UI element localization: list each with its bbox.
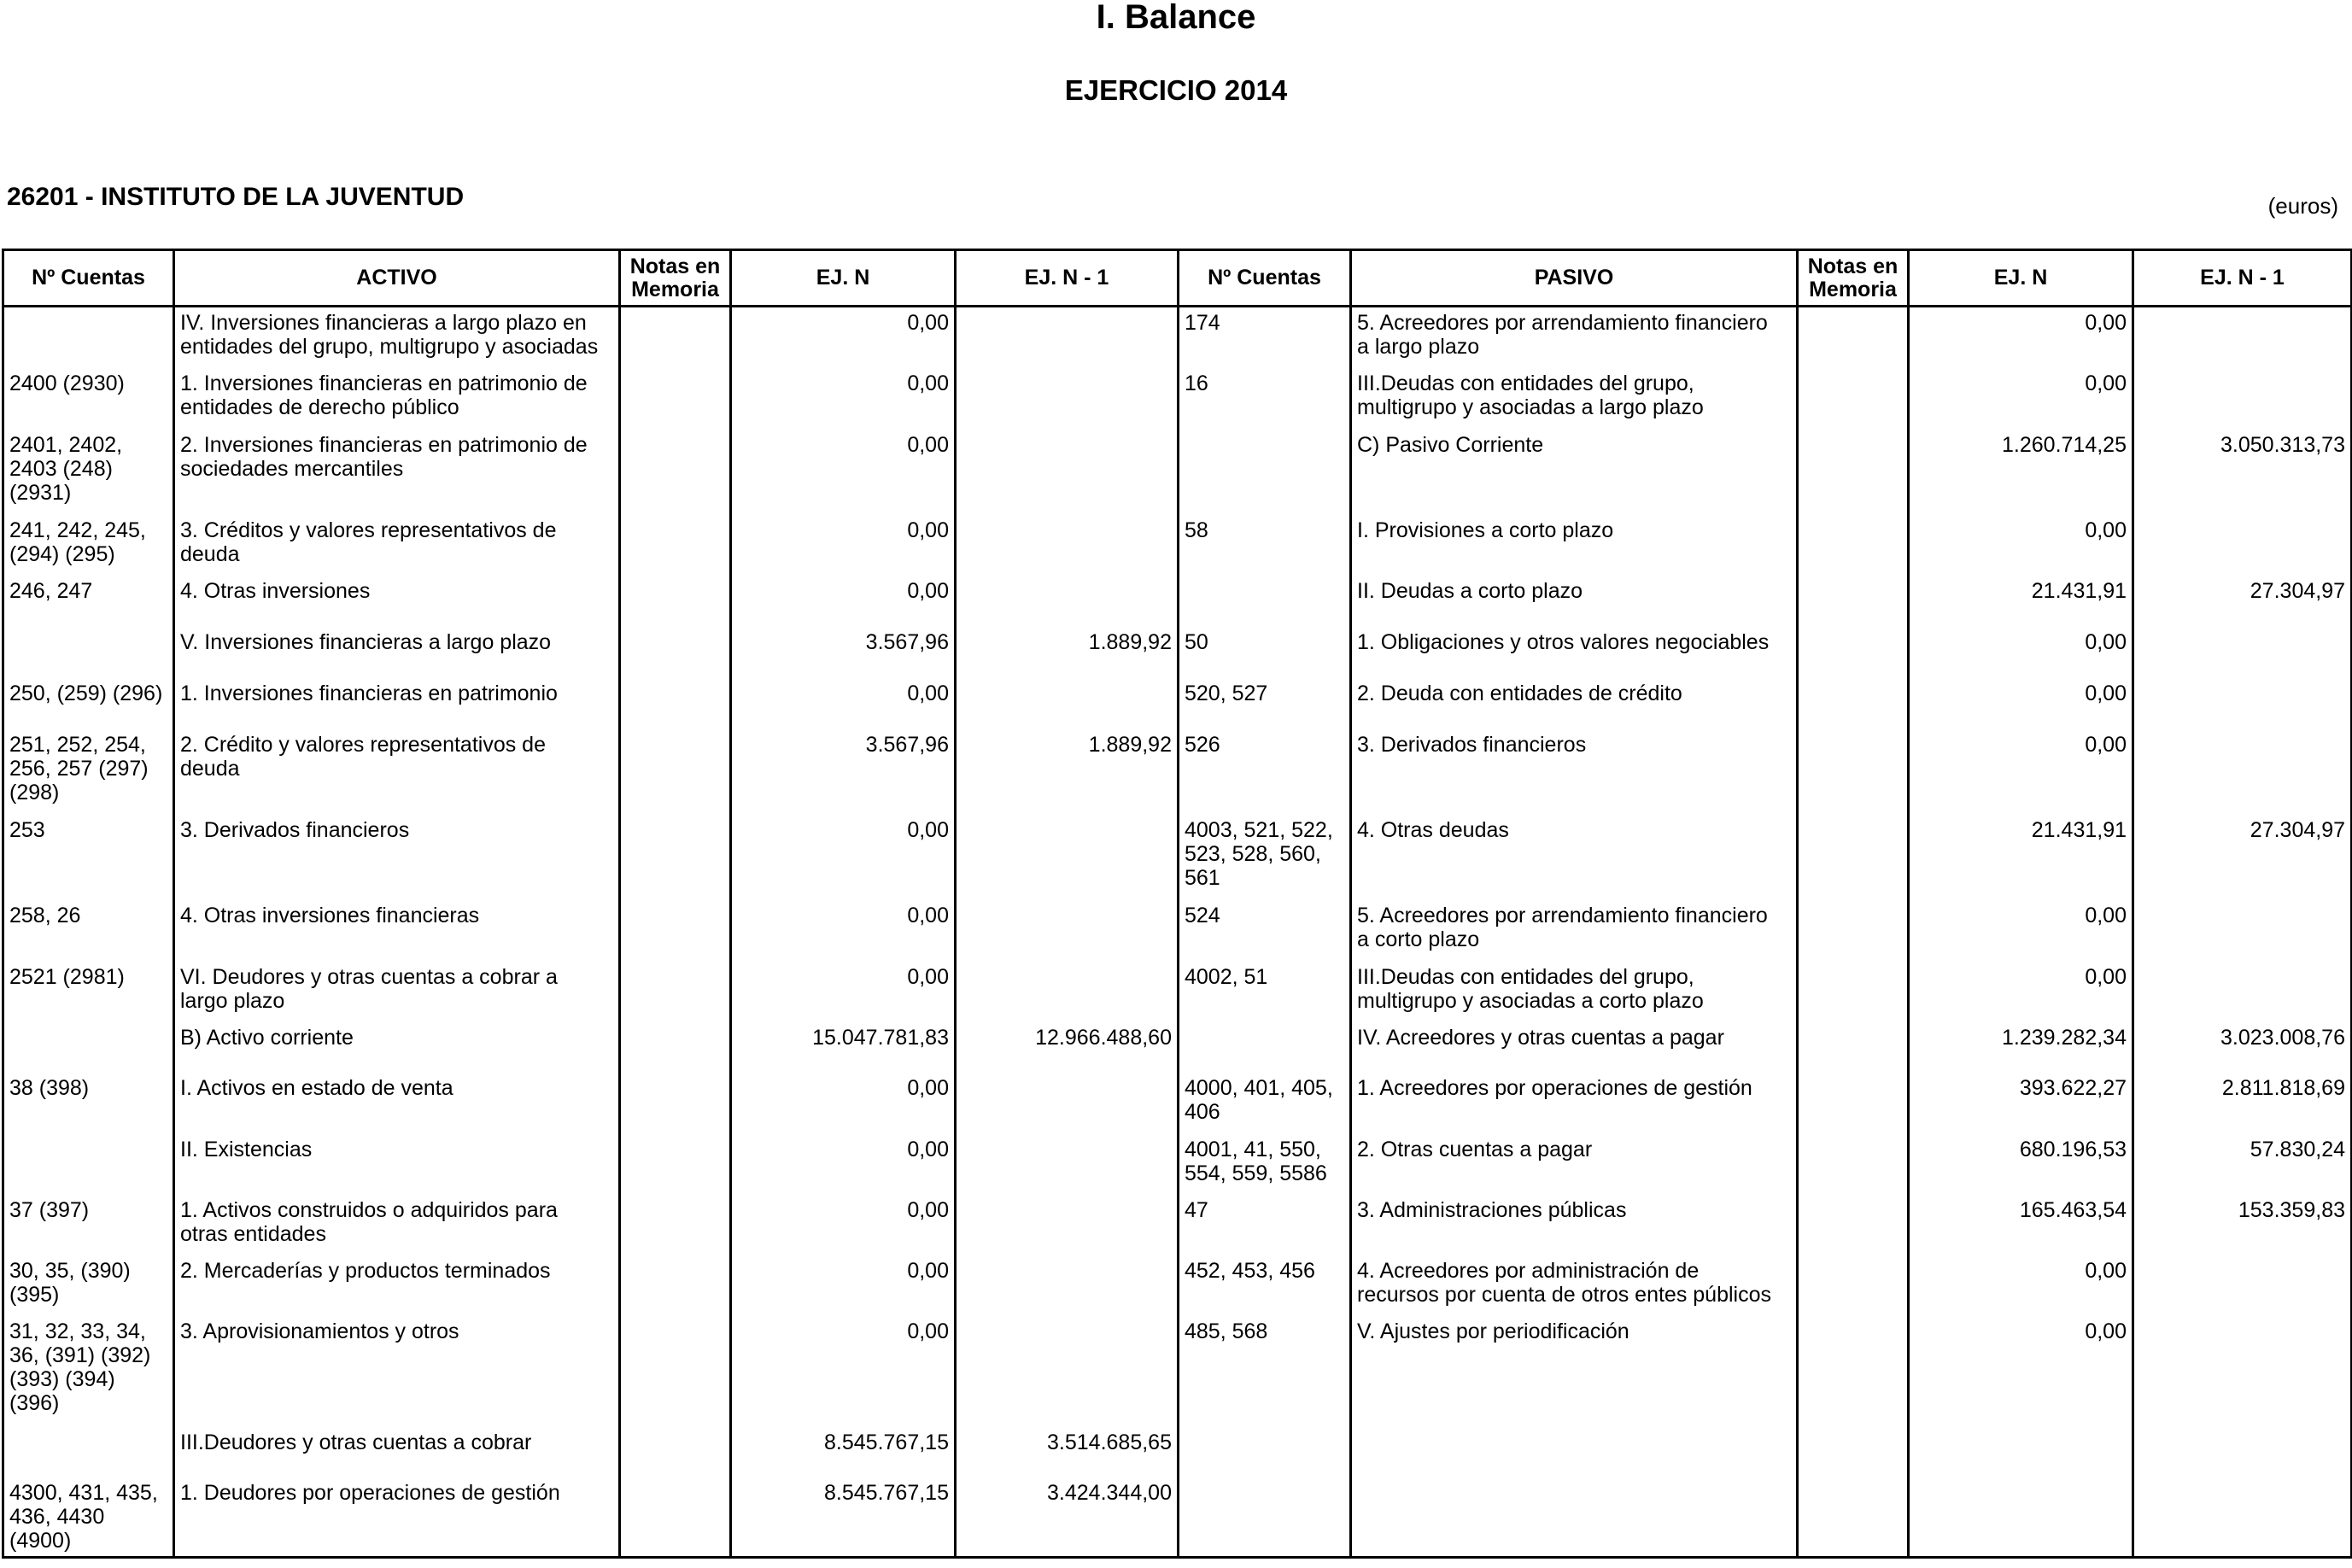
pasivo-prior-year-cell: 27.304,97 xyxy=(2133,576,2352,627)
activo-current-year-cell: 0,00 xyxy=(731,576,956,627)
pasivo-description-cell: 5. Acreedores por arrendamiento financiero a largo plazo xyxy=(1351,307,1798,368)
pasivo-current-year-cell: 0,00 xyxy=(1909,900,2133,962)
activo-notes-cell xyxy=(620,576,731,627)
pasivo-account-cell xyxy=(1179,430,1351,515)
column-header-ej-n1-activo: EJ. N - 1 xyxy=(956,250,1179,307)
pasivo-prior-year-cell xyxy=(2133,962,2352,1022)
activo-notes-cell xyxy=(620,627,731,678)
activo-description-cell: 3. Aprovisionamientos y otros xyxy=(174,1316,620,1427)
pasivo-account-cell: 524 xyxy=(1179,900,1351,962)
activo-description-cell: 4. Otras inversiones xyxy=(174,576,620,627)
activo-notes-cell xyxy=(620,1477,731,1558)
activo-account-cell: 241, 242, 245, (294) (295) xyxy=(3,515,174,576)
pasivo-notes-cell xyxy=(1798,1022,1909,1073)
column-header-ej-n1-pasivo: EJ. N - 1 xyxy=(2133,250,2352,307)
pasivo-prior-year-cell xyxy=(2133,1427,2352,1477)
activo-prior-year-cell xyxy=(956,515,1179,576)
table-row xyxy=(3,678,2352,729)
activo-current-year-cell: 0,00 xyxy=(731,1195,956,1255)
pasivo-prior-year-cell xyxy=(2133,627,2352,678)
activo-notes-cell xyxy=(620,678,731,729)
pasivo-account-cell: 47 xyxy=(1179,1195,1351,1255)
pasivo-account-cell: 4001, 41, 550, 554, 559, 5586 xyxy=(1179,1134,1351,1195)
activo-prior-year-cell xyxy=(956,368,1179,430)
activo-notes-cell xyxy=(620,1073,731,1134)
pasivo-prior-year-cell xyxy=(2133,1477,2352,1558)
pasivo-description-cell: 4. Otras deudas xyxy=(1351,815,1798,900)
pasivo-notes-cell xyxy=(1798,1134,1909,1195)
activo-notes-cell xyxy=(620,1195,731,1255)
activo-account-cell xyxy=(3,1022,174,1073)
activo-description-cell: 2. Crédito y valores representativos de deuda xyxy=(174,729,620,815)
activo-description-cell: 1. Inversiones financieras en patrimonio de entidades de derecho público xyxy=(174,368,620,430)
activo-account-cell: 2521 (2981) xyxy=(3,962,174,1022)
pasivo-notes-cell xyxy=(1798,900,1909,962)
activo-current-year-cell: 0,00 xyxy=(731,1073,956,1134)
activo-notes-cell xyxy=(620,815,731,900)
pasivo-prior-year-cell xyxy=(2133,678,2352,729)
table-row xyxy=(3,1255,2352,1316)
pasivo-account-cell: 526 xyxy=(1179,729,1351,815)
pasivo-notes-cell xyxy=(1798,515,1909,576)
pasivo-current-year-cell: 1.239.282,34 xyxy=(1909,1022,2133,1073)
pasivo-account-cell: 4002, 51 xyxy=(1179,962,1351,1022)
table-row xyxy=(3,368,2352,430)
pasivo-description-cell: 5. Acreedores por arrendamiento financiero a corto plazo xyxy=(1351,900,1798,962)
activo-notes-cell xyxy=(620,1316,731,1427)
pasivo-description-cell: III.Deudas con entidades del grupo, multigrupo y asociadas a largo plazo xyxy=(1351,368,1798,430)
table-header-row xyxy=(3,250,2352,307)
pasivo-notes-cell xyxy=(1798,1477,1909,1558)
activo-account-cell: 2401, 2402, 2403 (248) (2931) xyxy=(3,430,174,515)
column-header-cuentas-activo: Nº Cuentas xyxy=(3,250,174,307)
pasivo-notes-cell xyxy=(1798,815,1909,900)
pasivo-account-cell: 520, 527 xyxy=(1179,678,1351,729)
pasivo-prior-year-cell: 27.304,97 xyxy=(2133,815,2352,900)
activo-description-cell: 2. Mercaderías y productos terminados xyxy=(174,1255,620,1316)
table-row xyxy=(3,576,2352,627)
pasivo-prior-year-cell xyxy=(2133,1316,2352,1427)
pasivo-account-cell: 174 xyxy=(1179,307,1351,368)
pasivo-notes-cell xyxy=(1798,729,1909,815)
activo-current-year-cell: 0,00 xyxy=(731,962,956,1022)
pasivo-prior-year-cell xyxy=(2133,900,2352,962)
pasivo-notes-cell xyxy=(1798,627,1909,678)
pasivo-current-year-cell: 0,00 xyxy=(1909,515,2133,576)
pasivo-account-cell xyxy=(1179,1022,1351,1073)
activo-prior-year-cell xyxy=(956,1316,1179,1427)
activo-description-cell: 1. Deudores por operaciones de gestión xyxy=(174,1477,620,1558)
pasivo-account-cell xyxy=(1179,1427,1351,1477)
activo-account-cell: 251, 252, 254, 256, 257 (297) (298) xyxy=(3,729,174,815)
activo-prior-year-cell: 1.889,92 xyxy=(956,627,1179,678)
table-row xyxy=(3,900,2352,962)
activo-current-year-cell: 8.545.767,15 xyxy=(731,1477,956,1558)
activo-current-year-cell: 0,00 xyxy=(731,515,956,576)
pasivo-account-cell: 452, 453, 456 xyxy=(1179,1255,1351,1316)
pasivo-description-cell: 1. Acreedores por operaciones de gestión xyxy=(1351,1073,1798,1134)
activo-current-year-cell: 3.567,96 xyxy=(731,729,956,815)
activo-account-cell: 2400 (2930) xyxy=(3,368,174,430)
activo-account-cell: 246, 247 xyxy=(3,576,174,627)
activo-notes-cell xyxy=(620,1022,731,1073)
pasivo-notes-cell xyxy=(1798,430,1909,515)
table-row xyxy=(3,1022,2352,1073)
table-row xyxy=(3,815,2352,900)
pasivo-prior-year-cell xyxy=(2133,368,2352,430)
pasivo-current-year-cell: 680.196,53 xyxy=(1909,1134,2133,1195)
activo-notes-cell xyxy=(620,1255,731,1316)
activo-description-cell: V. Inversiones financieras a largo plazo xyxy=(174,627,620,678)
pasivo-current-year-cell: 0,00 xyxy=(1909,368,2133,430)
activo-current-year-cell: 0,00 xyxy=(731,1316,956,1427)
table-row xyxy=(3,1316,2352,1427)
pasivo-description-cell: 2. Otras cuentas a pagar xyxy=(1351,1134,1798,1195)
pasivo-description-cell: II. Deudas a corto plazo xyxy=(1351,576,1798,627)
pasivo-account-cell: 4003, 521, 522, 523, 528, 560, 561 xyxy=(1179,815,1351,900)
pasivo-notes-cell xyxy=(1798,678,1909,729)
activo-current-year-cell: 0,00 xyxy=(731,430,956,515)
pasivo-current-year-cell: 0,00 xyxy=(1909,307,2133,368)
pasivo-account-cell xyxy=(1179,1477,1351,1558)
pasivo-account-cell: 4000, 401, 405, 406 xyxy=(1179,1073,1351,1134)
pasivo-current-year-cell: 165.463,54 xyxy=(1909,1195,2133,1255)
activo-prior-year-cell xyxy=(956,430,1179,515)
column-header-notas-pasivo: Notas en Memoria xyxy=(1798,250,1909,307)
activo-current-year-cell: 3.567,96 xyxy=(731,627,956,678)
pasivo-description-cell: I. Provisiones a corto plazo xyxy=(1351,515,1798,576)
pasivo-prior-year-cell: 153.359,83 xyxy=(2133,1195,2352,1255)
activo-current-year-cell: 0,00 xyxy=(731,678,956,729)
pasivo-account-cell: 58 xyxy=(1179,515,1351,576)
activo-notes-cell xyxy=(620,430,731,515)
activo-current-year-cell: 0,00 xyxy=(731,368,956,430)
column-header-pasivo: PASIVO xyxy=(1351,250,1798,307)
activo-description-cell: II. Existencias xyxy=(174,1134,620,1195)
pasivo-current-year-cell: 1.260.714,25 xyxy=(1909,430,2133,515)
activo-description-cell: B) Activo corriente xyxy=(174,1022,620,1073)
pasivo-prior-year-cell: 3.050.313,73 xyxy=(2133,430,2352,515)
activo-account-cell: 253 xyxy=(3,815,174,900)
column-header-ej-n-activo: EJ. N xyxy=(731,250,956,307)
activo-description-cell: 3. Derivados financieros xyxy=(174,815,620,900)
pasivo-notes-cell xyxy=(1798,1316,1909,1427)
pasivo-description-cell: III.Deudas con entidades del grupo, multigrupo y asociadas a corto plazo xyxy=(1351,962,1798,1022)
pasivo-notes-cell xyxy=(1798,368,1909,430)
activo-notes-cell xyxy=(620,962,731,1022)
pasivo-description-cell: 3. Derivados financieros xyxy=(1351,729,1798,815)
pasivo-current-year-cell: 0,00 xyxy=(1909,1316,2133,1427)
activo-notes-cell xyxy=(620,729,731,815)
pasivo-current-year-cell: 21.431,91 xyxy=(1909,815,2133,900)
pasivo-current-year-cell: 0,00 xyxy=(1909,627,2133,678)
pasivo-account-cell: 50 xyxy=(1179,627,1351,678)
activo-account-cell xyxy=(3,627,174,678)
pasivo-current-year-cell: 21.431,91 xyxy=(1909,576,2133,627)
activo-account-cell: 37 (397) xyxy=(3,1195,174,1255)
column-header-ej-n-pasivo: EJ. N xyxy=(1909,250,2133,307)
activo-prior-year-cell xyxy=(956,1195,1179,1255)
activo-description-cell: 4. Otras inversiones financieras xyxy=(174,900,620,962)
activo-current-year-cell: 0,00 xyxy=(731,307,956,368)
activo-description-cell: III.Deudores y otras cuentas a cobrar xyxy=(174,1427,620,1477)
table-row xyxy=(3,1195,2352,1255)
pasivo-notes-cell xyxy=(1798,962,1909,1022)
pasivo-prior-year-cell xyxy=(2133,729,2352,815)
pasivo-account-cell: 16 xyxy=(1179,368,1351,430)
table-row xyxy=(3,515,2352,576)
pasivo-notes-cell xyxy=(1798,1255,1909,1316)
pasivo-current-year-cell: 0,00 xyxy=(1909,962,2133,1022)
activo-notes-cell xyxy=(620,1134,731,1195)
activo-prior-year-cell xyxy=(956,900,1179,962)
activo-description-cell: VI. Deudores y otras cuentas a cobrar a largo plazo xyxy=(174,962,620,1022)
pasivo-notes-cell xyxy=(1798,1195,1909,1255)
activo-notes-cell xyxy=(620,368,731,430)
activo-prior-year-cell xyxy=(956,1134,1179,1195)
activo-notes-cell xyxy=(620,1427,731,1477)
balance-table xyxy=(2,249,2352,1559)
activo-prior-year-cell xyxy=(956,1073,1179,1134)
activo-prior-year-cell xyxy=(956,962,1179,1022)
pasivo-description-cell xyxy=(1351,1477,1798,1558)
activo-description-cell: 1. Activos construidos o adquiridos para otras entidades xyxy=(174,1195,620,1255)
activo-prior-year-cell xyxy=(956,678,1179,729)
pasivo-description-cell: 4. Acreedores por administración de recursos por cuenta de otros entes públicos xyxy=(1351,1255,1798,1316)
table-row xyxy=(3,307,2352,368)
table-row xyxy=(3,1134,2352,1195)
pasivo-description-cell: V. Ajustes por periodificación xyxy=(1351,1316,1798,1427)
pasivo-description-cell: 3. Administraciones públicas xyxy=(1351,1195,1798,1255)
pasivo-account-cell xyxy=(1179,576,1351,627)
activo-account-cell: 258, 26 xyxy=(3,900,174,962)
activo-account-cell xyxy=(3,1427,174,1477)
currency-units: (euros) xyxy=(2267,193,2338,219)
pasivo-notes-cell xyxy=(1798,1073,1909,1134)
activo-description-cell: 1. Inversiones financieras en patrimonio xyxy=(174,678,620,729)
pasivo-description-cell: IV. Acreedores y otras cuentas a pagar xyxy=(1351,1022,1798,1073)
activo-prior-year-cell xyxy=(956,307,1179,368)
column-header-activo: ACTIVO xyxy=(174,250,620,307)
table-row xyxy=(3,1427,2352,1477)
activo-current-year-cell: 0,00 xyxy=(731,900,956,962)
pasivo-description-cell: 2. Deuda con entidades de crédito xyxy=(1351,678,1798,729)
pasivo-prior-year-cell xyxy=(2133,307,2352,368)
activo-account-cell: 38 (398) xyxy=(3,1073,174,1134)
table-row xyxy=(3,962,2352,1022)
pasivo-current-year-cell: 0,00 xyxy=(1909,1255,2133,1316)
pasivo-notes-cell xyxy=(1798,307,1909,368)
pasivo-current-year-cell xyxy=(1909,1477,2133,1558)
activo-current-year-cell: 15.047.781,83 xyxy=(731,1022,956,1073)
activo-account-cell xyxy=(3,307,174,368)
activo-account-cell: 250, (259) (296) xyxy=(3,678,174,729)
pasivo-prior-year-cell: 2.811.818,69 xyxy=(2133,1073,2352,1134)
entity-name: 26201 - INSTITUTO DE LA JUVENTUD xyxy=(7,183,465,211)
table-row xyxy=(3,430,2352,515)
activo-prior-year-cell: 3.424.344,00 xyxy=(956,1477,1179,1558)
activo-prior-year-cell: 1.889,92 xyxy=(956,729,1179,815)
pasivo-prior-year-cell: 3.023.008,76 xyxy=(2133,1022,2352,1073)
activo-description-cell: 3. Créditos y valores representativos de deuda xyxy=(174,515,620,576)
activo-description-cell: I. Activos en estado de venta xyxy=(174,1073,620,1134)
activo-account-cell: 4300, 431, 435, 436, 4430 (4900) xyxy=(3,1477,174,1558)
activo-description-cell: 2. Inversiones financieras en patrimonio de sociedades mercantiles xyxy=(174,430,620,515)
activo-prior-year-cell xyxy=(956,815,1179,900)
table-row xyxy=(3,1073,2352,1134)
pasivo-current-year-cell xyxy=(1909,1427,2133,1477)
activo-account-cell xyxy=(3,1134,174,1195)
pasivo-prior-year-cell: 57.830,24 xyxy=(2133,1134,2352,1195)
page-title: I. Balance xyxy=(1096,0,1256,36)
pasivo-current-year-cell: 393.622,27 xyxy=(1909,1073,2133,1134)
pasivo-account-cell: 485, 568 xyxy=(1179,1316,1351,1427)
pasivo-description-cell: C) Pasivo Corriente xyxy=(1351,430,1798,515)
activo-account-cell: 30, 35, (390) (395) xyxy=(3,1255,174,1316)
pasivo-current-year-cell: 0,00 xyxy=(1909,729,2133,815)
pasivo-description-cell: 1. Obligaciones y otros valores negociables xyxy=(1351,627,1798,678)
activo-description-cell: IV. Inversiones financieras a largo plazo en entidades del grupo, multigrupo y asociadas xyxy=(174,307,620,368)
activo-current-year-cell: 8.545.767,15 xyxy=(731,1427,956,1477)
table-row xyxy=(3,627,2352,678)
activo-current-year-cell: 0,00 xyxy=(731,815,956,900)
activo-notes-cell xyxy=(620,307,731,368)
pasivo-notes-cell xyxy=(1798,1427,1909,1477)
activo-current-year-cell: 0,00 xyxy=(731,1255,956,1316)
pasivo-current-year-cell: 0,00 xyxy=(1909,678,2133,729)
activo-notes-cell xyxy=(620,900,731,962)
column-header-cuentas-pasivo: Nº Cuentas xyxy=(1179,250,1351,307)
activo-current-year-cell: 0,00 xyxy=(731,1134,956,1195)
activo-prior-year-cell: 3.514.685,65 xyxy=(956,1427,1179,1477)
activo-prior-year-cell: 12.966.488,60 xyxy=(956,1022,1179,1073)
pasivo-prior-year-cell xyxy=(2133,515,2352,576)
column-header-notas-activo: Notas en Memoria xyxy=(620,250,731,307)
table-row xyxy=(3,1477,2352,1558)
activo-account-cell: 31, 32, 33, 34, 36, (391) (392) (393) (394) (396) xyxy=(3,1316,174,1427)
pasivo-description-cell xyxy=(1351,1427,1798,1477)
activo-prior-year-cell xyxy=(956,576,1179,627)
pasivo-prior-year-cell xyxy=(2133,1255,2352,1316)
activo-notes-cell xyxy=(620,515,731,576)
fiscal-year-subtitle: EJERCICIO 2014 xyxy=(1064,74,1288,106)
table-row xyxy=(3,729,2352,815)
activo-prior-year-cell xyxy=(956,1255,1179,1316)
pasivo-notes-cell xyxy=(1798,576,1909,627)
